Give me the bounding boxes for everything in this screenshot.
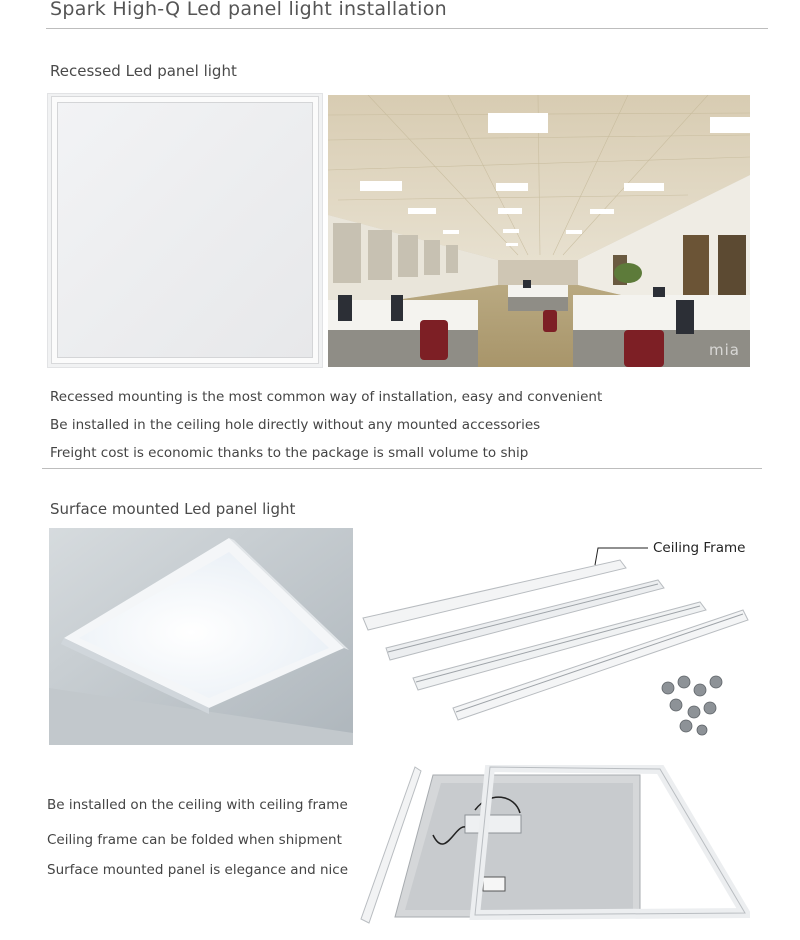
title-divider xyxy=(46,28,768,29)
panel-frame-shape xyxy=(52,97,318,363)
surface-illustration xyxy=(49,528,353,745)
recessed-panel-image xyxy=(47,93,323,368)
watermark-text: mia xyxy=(709,341,740,359)
surface-line-2: Ceiling frame can be folded when shipment xyxy=(47,832,342,848)
surface-line-3: Surface mounted panel is elegance and nice xyxy=(47,862,349,878)
recessed-line-2: Be installed in the ceiling hole directly without any mounted accessories xyxy=(50,417,541,433)
surface-panel-image xyxy=(49,528,353,745)
surface-section-title: Surface mounted Led panel light xyxy=(50,500,296,518)
office-illustration xyxy=(328,95,750,367)
section-divider xyxy=(42,468,762,469)
recessed-section-title: Recessed Led panel light xyxy=(50,62,237,80)
page-title: Spark High-Q Led panel light installation xyxy=(50,0,447,20)
office-ceiling-image xyxy=(328,95,750,367)
ceiling-frame-callout: Ceiling Frame xyxy=(653,540,746,556)
frame-parts-illustration xyxy=(358,540,758,745)
assembly-illustration xyxy=(355,765,750,927)
surface-line-1: Be installed on the ceiling with ceiling frame xyxy=(47,797,348,813)
ceiling-frame-parts-image xyxy=(358,540,758,745)
recessed-line-1: Recessed mounting is the most common way of installation, easy and convenient xyxy=(50,389,603,405)
panel-with-frame-image xyxy=(355,765,750,927)
recessed-line-3: Freight cost is economic thanks to the package is small volume to ship xyxy=(50,445,529,461)
